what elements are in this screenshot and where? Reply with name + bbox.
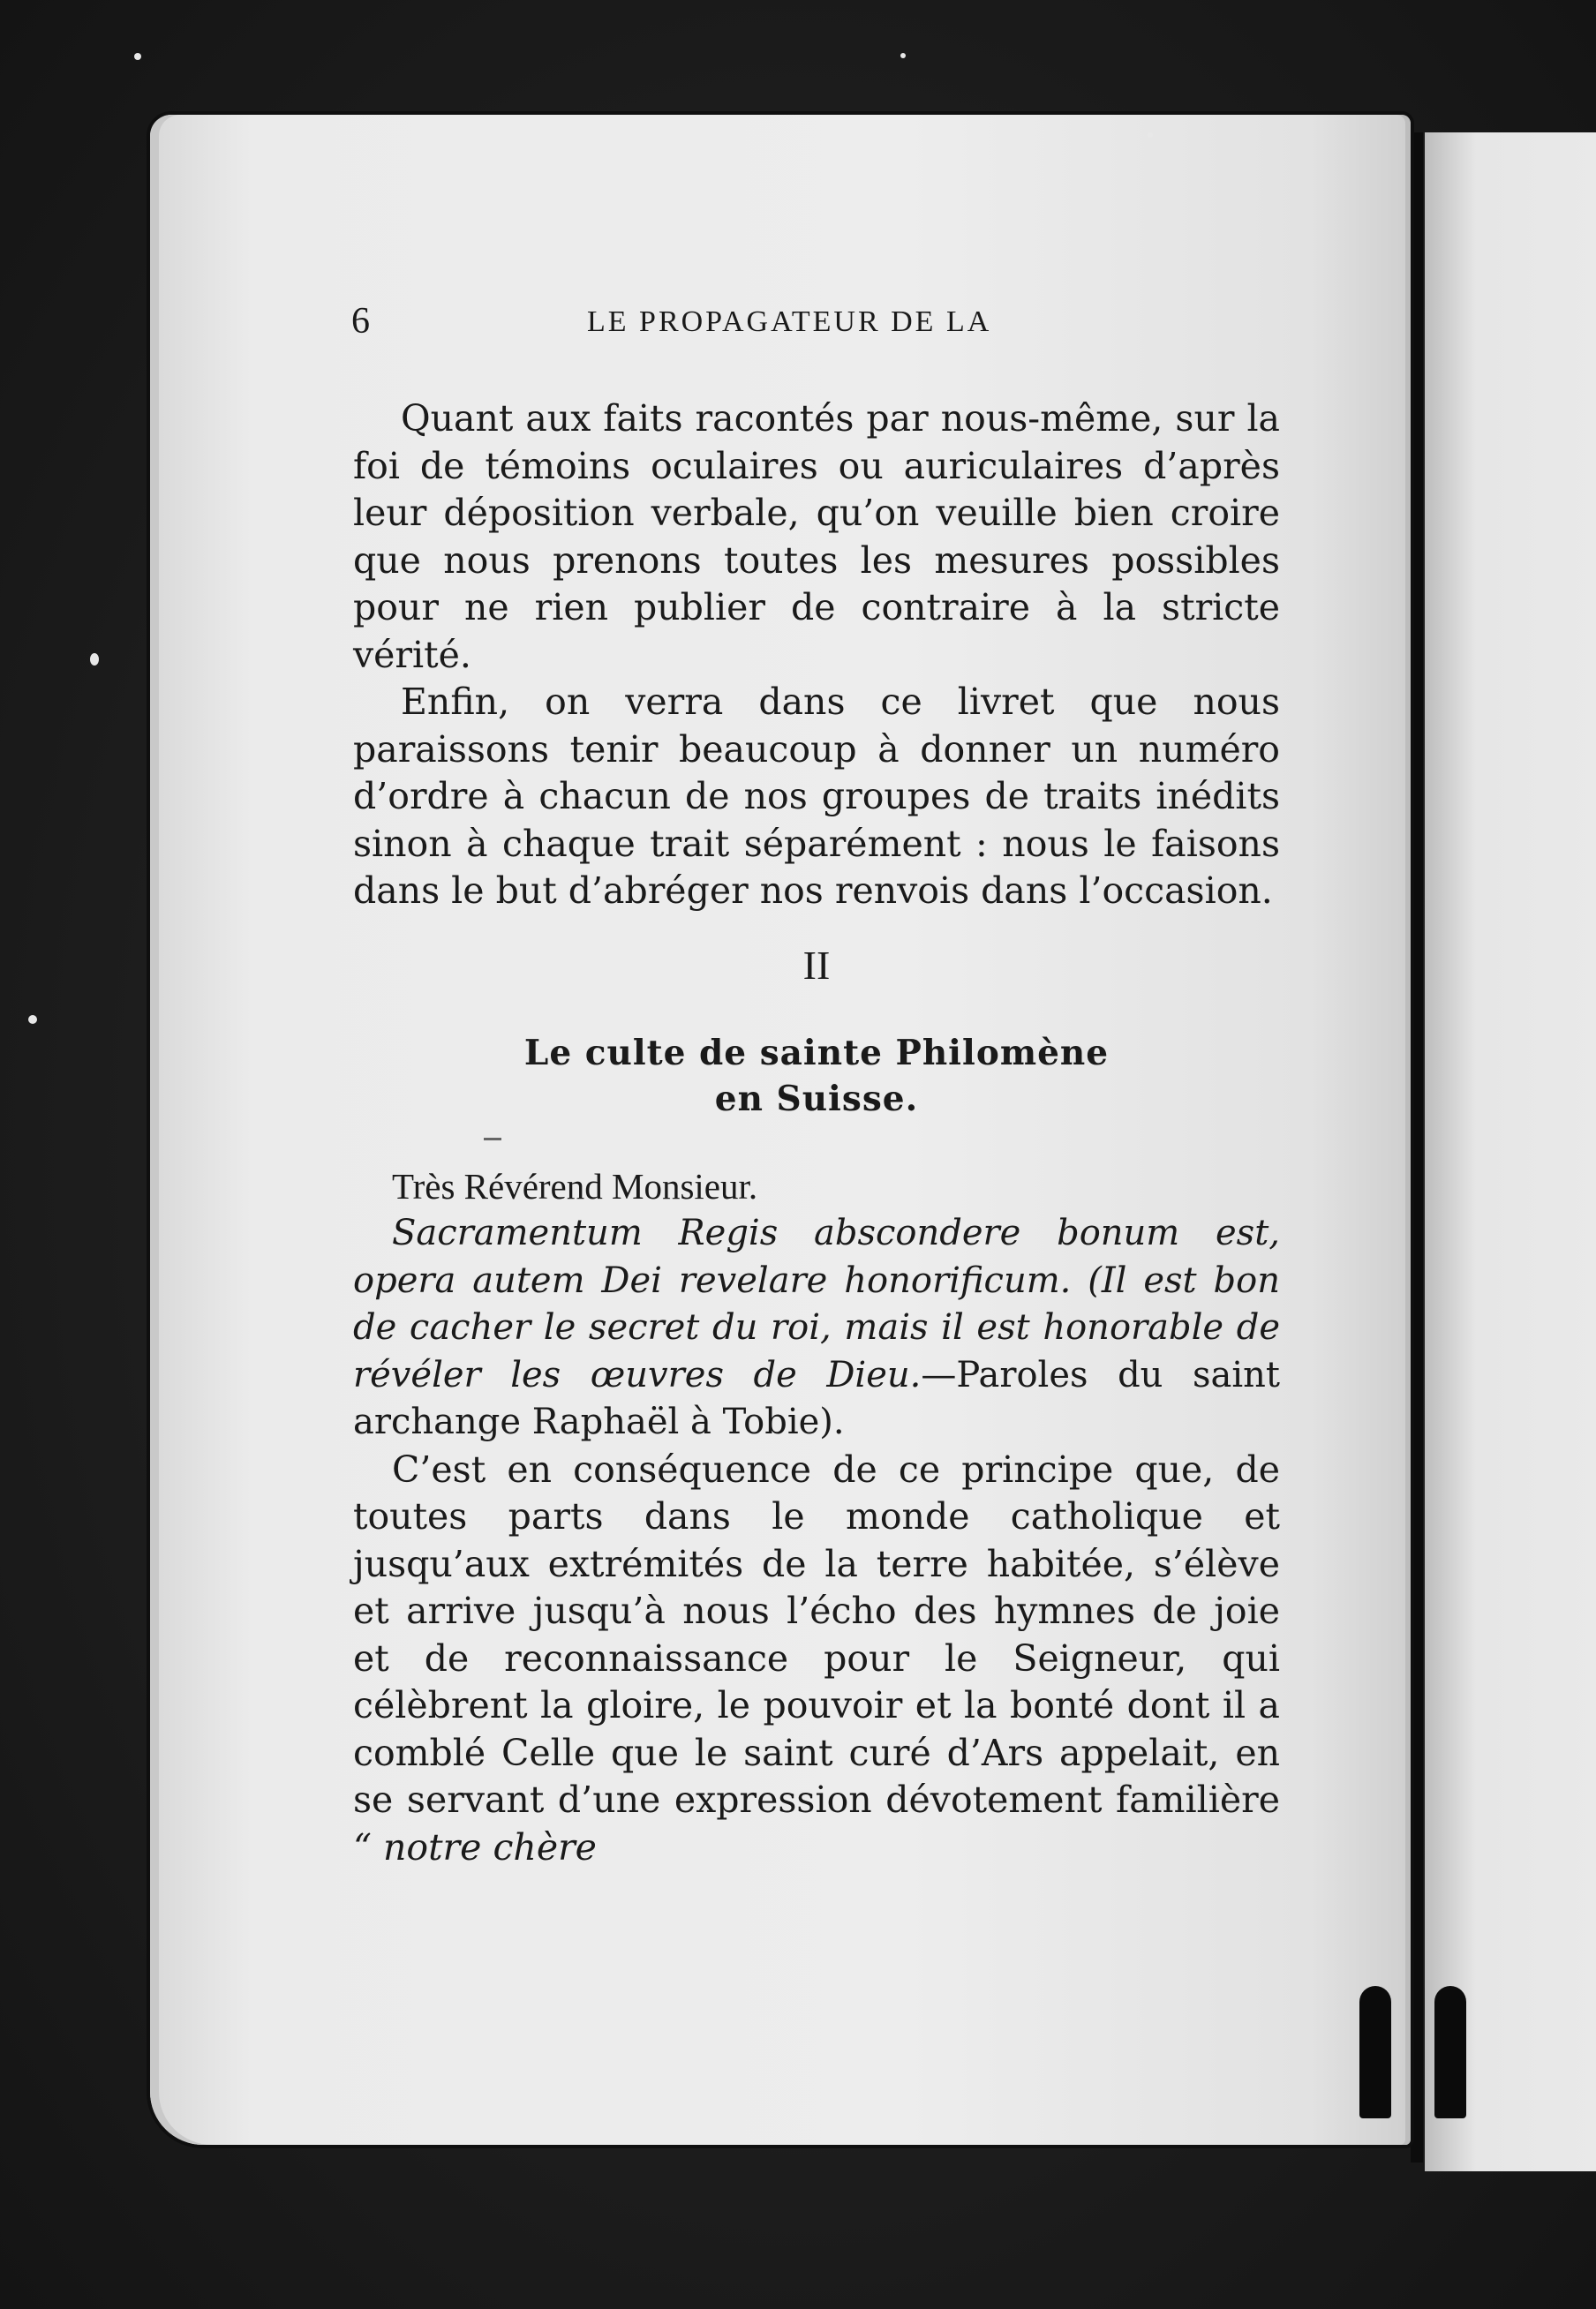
page-gutter <box>1411 132 1423 2162</box>
dust-speck <box>90 653 99 666</box>
dust-speck <box>134 53 141 60</box>
heading-line-2: en Suisse. <box>714 1078 919 1119</box>
quote-attribution: —Paroles du saint archange Raphaël à Tobie). <box>353 1354 1280 1442</box>
letter-body-italic: “ notre chère <box>353 1825 597 1869</box>
letter-body <box>353 1447 1280 1872</box>
section-heading <box>353 1030 1280 1122</box>
adjacent-page <box>1425 132 1596 2171</box>
page-content <box>353 300 1280 1871</box>
binding-tab <box>1359 1986 1391 2118</box>
page-number: 6 <box>351 301 370 342</box>
paragraph-faits: Quant aux faits racontés par nous-même, sur la foi de témoins oculaires ou auriculaires d’après leur déposition verbale, qu’on veuille bien croire que nous prenons toutes les mesures possibles pour ne rien publier de contraire à la stricte vérité. <box>353 397 1280 676</box>
section-number: II <box>802 942 831 988</box>
paragraph-enfin: Enfin, on verra dans ce livret que nous paraissons tenir beaucoup à donner un numéro d’ordre à chacun de nos groupes de traits inédits sinon à chaque trait séparément : nous le faisons dans le but d’abréger nos renvois dans l’occasion. <box>353 681 1280 912</box>
running-head <box>353 300 1280 353</box>
binding-tab <box>1434 1986 1466 2118</box>
letter-salutation: Très Révérend Monsieur. <box>392 1165 758 1207</box>
latin-quote: Sacramentum Regis abscondere bonum est, opera autem Dei revelare honorificum. (Il est bon de cacher le secret du roi, mais il est honorable de révéler les œuvres de Dieu. <box>353 1213 1280 1395</box>
heading-rule <box>484 1138 501 1140</box>
running-title: LE PROPAGATEUR DE LA <box>587 305 992 338</box>
dust-speck <box>900 53 906 58</box>
heading-line-1: Le culte de sainte Philomène <box>523 1032 1110 1073</box>
dust-speck <box>1148 132 1153 138</box>
letter-body-text: C’est en conséquence de ce principe que, de toutes parts dans le monde catholique et jusqu’aux extrémités de la terre habitée, s’élève et arrive jusqu’à nous l’écho des hymnes de joie et de reconnaissance pour le Seigneur, qui célèbrent la gloire, le pouvoir et la bonté dont il a comblé Celle que le saint curé d’Ars appelait, en se servant d’une expression dévotement familière <box>353 1448 1280 1821</box>
latin-quote-block <box>353 1210 1280 1447</box>
dust-speck <box>28 1015 37 1024</box>
